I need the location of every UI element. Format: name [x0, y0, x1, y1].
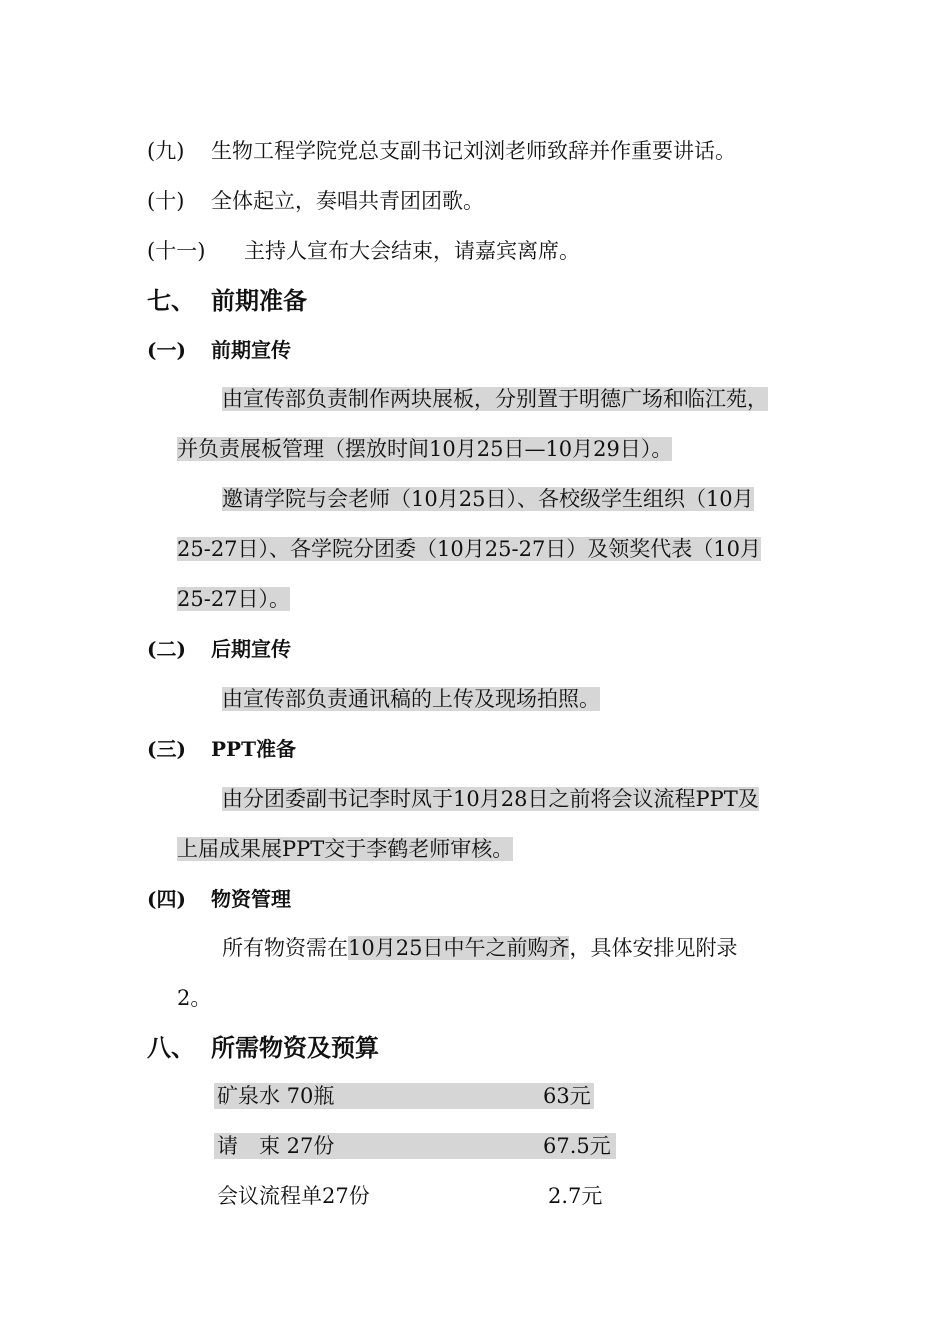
budget-row — [214, 1133, 616, 1159]
paragraph-line: 25-27日）、各学院分团委（10月25-27日）及领奖代表（10月 — [177, 537, 762, 561]
item-number: (九) — [147, 139, 185, 163]
subsection-heading — [147, 886, 291, 912]
subsection-heading — [147, 636, 291, 662]
budget-item: 矿泉水 70瓶 — [217, 1084, 335, 1108]
paragraph-line: 所有物资需在10月25日中午之前购齐，具体安排见附录 — [222, 936, 738, 960]
budget-cost: 67.5元 — [543, 1134, 611, 1158]
subsection-number: (一) — [147, 338, 186, 362]
paragraph-line: 邀请学院与会老师（10月25日）、各校级学生组织（10月 — [222, 487, 754, 511]
subsection-title: PPT准备 — [211, 737, 296, 761]
paragraph-line: 由宣传部负责制作两块展板，分别置于明德广场和临江苑， — [222, 387, 768, 411]
section-heading — [147, 286, 307, 316]
paragraph-line: 上届成果展PPT交于李鹤老师审核。 — [177, 837, 514, 861]
section-title: 所需物资及预算 — [211, 1033, 379, 1062]
section-number: 七、 — [147, 286, 195, 315]
paragraph-line: 并负责展板管理（摆放时间10月25日—10月29日）。 — [177, 437, 673, 461]
budget-item: 请 束 27份 — [217, 1134, 335, 1158]
section-title: 前期准备 — [211, 286, 307, 315]
list-item — [147, 188, 484, 214]
budget-row — [214, 1083, 594, 1109]
item-text: 主持人宣布大会结束，请嘉宾离席。 — [244, 239, 580, 263]
paragraph-line: 由分团委副书记李时凤于10月28日之前将会议流程PPT及 — [222, 787, 759, 811]
subsection-title: 后期宣传 — [211, 637, 291, 661]
subsection-title: 物资管理 — [211, 887, 291, 911]
subsection-heading — [147, 736, 296, 762]
paragraph-line: 由宣传部负责通讯稿的上传及现场拍照。 — [222, 687, 600, 711]
section-heading — [147, 1033, 379, 1063]
budget-cost: 63元 — [543, 1084, 591, 1108]
subsection-number: (二) — [147, 637, 186, 661]
item-number: (十) — [147, 189, 185, 213]
budget-item: 会议流程单27份 — [217, 1184, 370, 1208]
subsection-title: 前期宣传 — [211, 338, 291, 362]
item-text: 生物工程学院党总支副书记刘浏老师致辞并作重要讲话。 — [211, 139, 736, 163]
subsection-number: (四) — [147, 887, 186, 911]
paragraph-line: 2。 — [177, 986, 212, 1010]
budget-cost: 2.7元 — [548, 1184, 603, 1208]
subsection-heading — [147, 337, 291, 363]
item-text: 全体起立，奏唱共青团团歌。 — [211, 189, 484, 213]
item-number: (十一) — [147, 239, 206, 263]
list-item — [147, 238, 580, 264]
subsection-number: (三) — [147, 737, 186, 761]
budget-row — [214, 1183, 616, 1209]
paragraph-line: 25-27日）。 — [177, 587, 291, 611]
section-number: 八、 — [147, 1033, 195, 1062]
list-item — [147, 138, 736, 164]
